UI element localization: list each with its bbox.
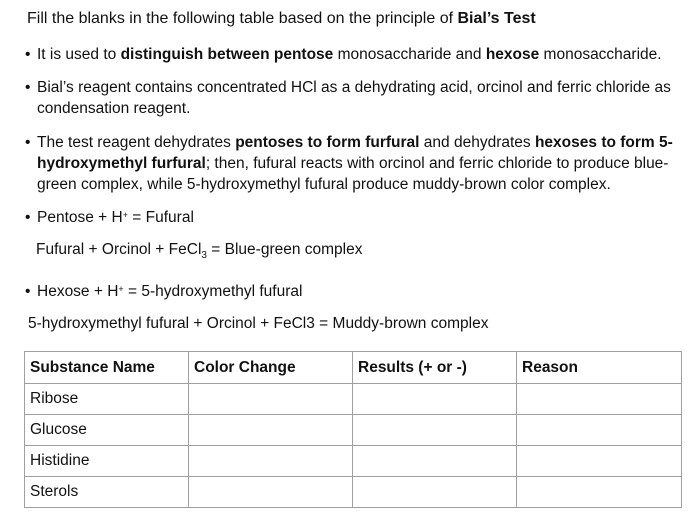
color-change-cell[interactable] [189, 384, 353, 415]
instruction-heading [27, 10, 536, 28]
bullet-dot: • [25, 46, 31, 63]
result-cell[interactable] [353, 415, 517, 446]
result-cell[interactable] [353, 477, 517, 508]
heading-text: Fill the blanks in the following table based on the principle of [27, 10, 458, 27]
bullet-dot: • [25, 134, 31, 151]
result-cell[interactable] [353, 446, 517, 477]
header-reason: Reason [517, 352, 682, 384]
substance-cell: Ribose [25, 384, 189, 415]
reason-cell[interactable] [517, 446, 682, 477]
bullet-dot: • [25, 283, 31, 300]
table-row [25, 477, 682, 508]
table-row [25, 446, 682, 477]
bullet-dot: • [25, 79, 31, 96]
equation-hydroxymethyl: 5-hydroxymethyl fufural + Orcinol + FeCl3 = Muddy-brown complex [28, 315, 489, 332]
header-substance: Substance Name [25, 352, 189, 384]
results-table [24, 351, 682, 508]
substance-cell: Sterols [25, 477, 189, 508]
reason-cell[interactable] [517, 415, 682, 446]
substance-cell: Glucose [25, 415, 189, 446]
result-cell[interactable] [353, 384, 517, 415]
table-row [25, 415, 682, 446]
equation-pentose: • Pentose + H+ = Fufural [25, 209, 194, 226]
heading-bold: Bial’s Test [457, 10, 536, 27]
bullet-reagent: • Bial’s reagent contains concentrated HCl as a dehydrating acid, orcinol and ferric chloride as condensation reagent. [25, 79, 671, 117]
equation-hexose: • Hexose + H+ = 5-hydroxymethyl fufural [25, 283, 303, 300]
header-results: Results (+ or -) [353, 352, 517, 384]
reason-cell[interactable] [517, 384, 682, 415]
reason-cell[interactable] [517, 477, 682, 508]
substance-cell: Histidine [25, 446, 189, 477]
bullet-dot: • [25, 209, 31, 226]
equation-furfural: Fufural + Orcinol + FeCl$_3$ = Blue-green complex [36, 241, 363, 261]
bullet-mechanism: • The test reagent dehydrates pentoses to form furfural and dehydrates hexoses to form 5-hydroxymethyl furfural; then, fufural reacts with orcinol and ferric chloride to produce blue-green complex, while 5-hydroxymethyl fufural produce muddy-brown color complex. [25, 134, 673, 193]
header-color-change: Color Change [189, 352, 353, 384]
bullet-purpose: • It is used to distinguish between pentose monosaccharide and hexose monosaccharide. [25, 46, 662, 63]
table-header-row [25, 352, 682, 384]
color-change-cell[interactable] [189, 477, 353, 508]
table-row [25, 384, 682, 415]
color-change-cell[interactable] [189, 446, 353, 477]
color-change-cell[interactable] [189, 415, 353, 446]
